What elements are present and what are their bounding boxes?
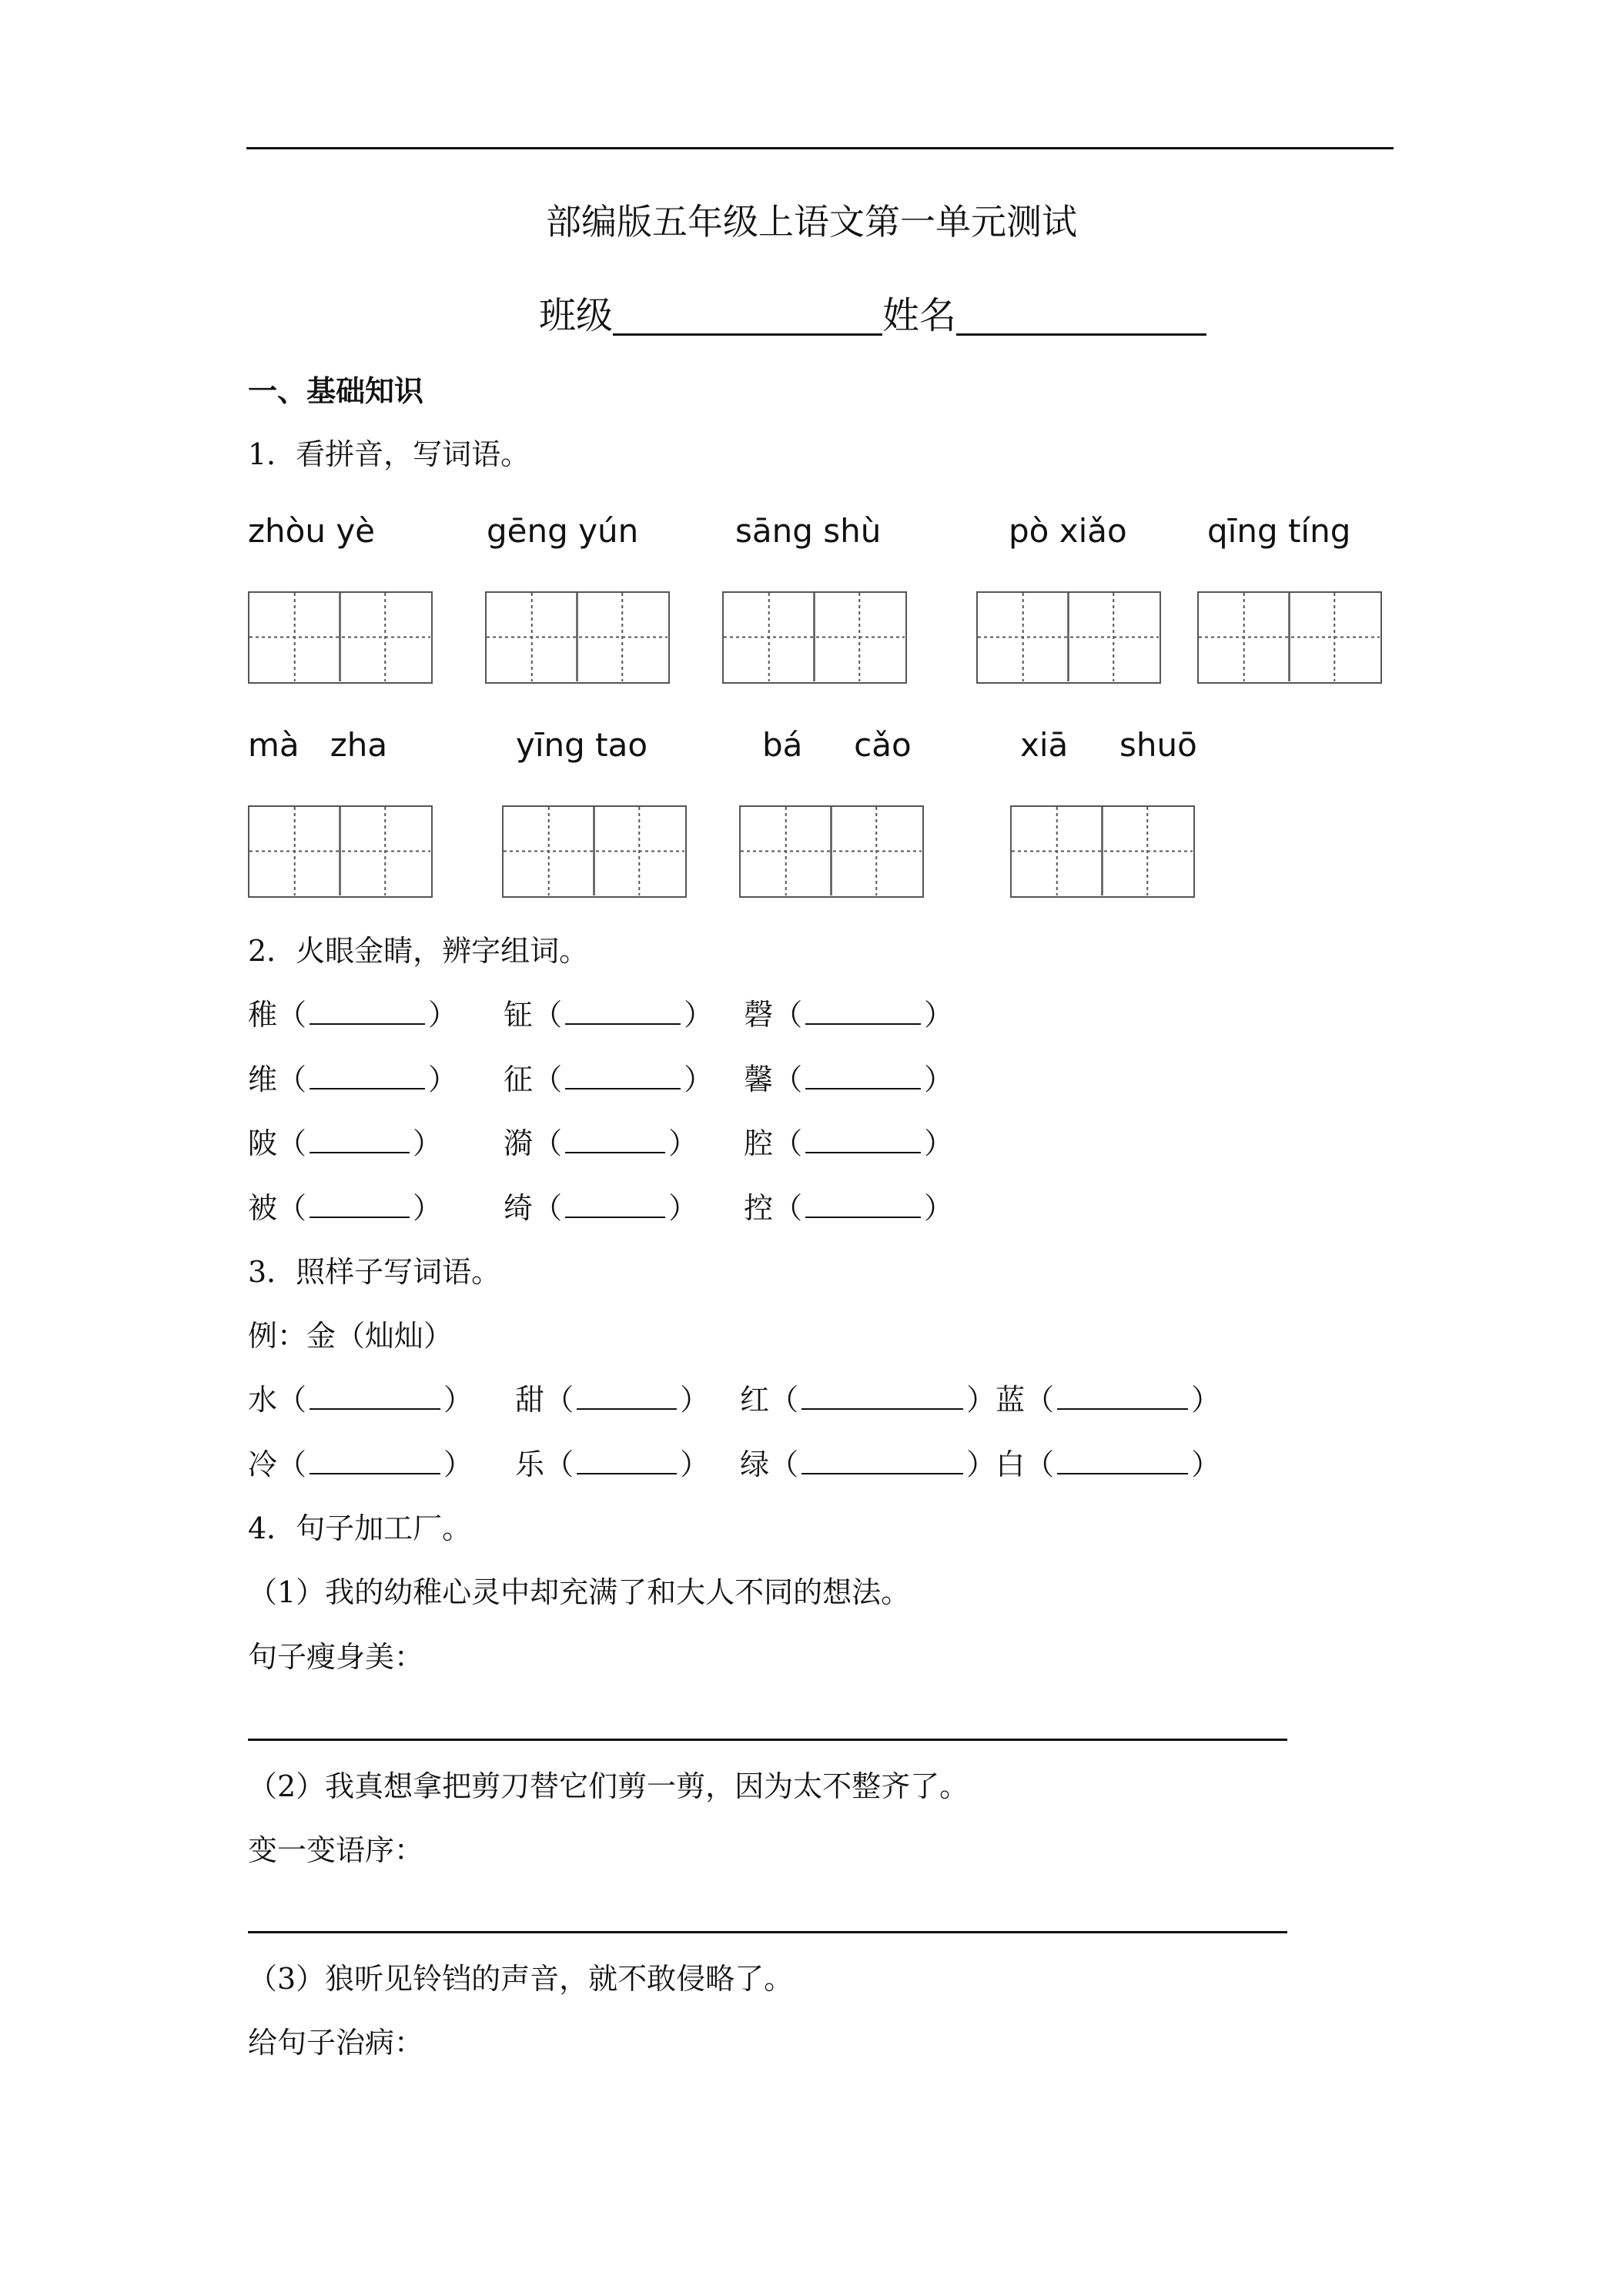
writing-grid[interactable] [739,805,924,898]
q4-sentence-1: （1）我的幼稚心灵中却充满了和大人不同的想法。 [248,1575,911,1609]
grid-lines [504,807,684,895]
grid-lines [487,593,668,681]
q4-task-2: 变一变语序： [248,1833,424,1867]
q2-row: 维（ ） 征（ ） 馨（ ） [248,1063,954,1096]
answer-blank[interactable] [310,1000,425,1025]
answer-blank[interactable] [310,1385,440,1410]
pinyin-6: mà zha [248,726,388,764]
writing-grid[interactable] [502,805,687,898]
grid-lines [978,593,1159,681]
answer-blank[interactable] [565,1065,681,1089]
answer-blank[interactable] [801,1450,963,1474]
answer-blank[interactable] [310,1065,425,1089]
answer-blank[interactable] [805,1193,921,1218]
q4-sentence-3: （3）狼听见铃铛的声音，就不敢侵略了。 [248,1962,794,1996]
q1-prompt: 1．看拼音，写词语。 [248,437,530,471]
pinyin-8: bá cǎo [762,726,912,764]
page-title: 部编版五年级上语文第一单元测试 [546,201,1077,243]
class-label: 班级 [539,294,614,337]
pinyin-3: sāng shù [735,512,882,550]
answer-blank[interactable] [565,1193,665,1218]
q4-task-3: 给句子治病： [248,2026,424,2060]
answer-line[interactable] [248,1931,1287,1933]
answer-blank[interactable] [310,1129,410,1153]
q2-prompt: 2．火眼金睛，辨字组词。 [248,934,589,968]
answer-blank[interactable] [565,1000,681,1025]
answer-blank[interactable] [577,1385,677,1410]
pinyin-4: pò xiǎo [1009,512,1127,550]
answer-blank[interactable] [310,1193,410,1218]
name-blank[interactable] [956,296,1206,336]
top-rule [246,147,1394,149]
q2-row: 陂（ ） 漪（ ） 腔（ ） [248,1126,954,1160]
pinyin-9: xiā shuō [1020,726,1197,764]
grid-lines [249,807,430,895]
grid-lines [249,593,430,681]
writing-grid[interactable] [722,591,907,684]
class-blank[interactable] [613,296,882,336]
q4-task-1: 句子瘦身美： [248,1640,424,1674]
q3-row: 水（ ） 甜（ ） 红（ ）蓝（ ） [248,1383,1221,1417]
writing-grid[interactable] [248,805,433,898]
answer-blank[interactable] [805,1065,921,1089]
grid-lines [741,807,922,895]
name-label: 姓名 [882,294,957,337]
grid-lines [1012,807,1193,895]
pinyin-2: gēng yún [487,512,639,550]
grid-lines [724,593,905,681]
q4-prompt: 4．句子加工厂。 [248,1511,472,1545]
writing-grid[interactable] [976,591,1161,684]
answer-blank[interactable] [1057,1450,1188,1474]
class-name-line [539,291,1206,340]
q3-example: 例：金（灿灿） [248,1319,453,1353]
answer-blank[interactable] [310,1450,440,1474]
answer-blank[interactable] [565,1129,665,1153]
writing-grid[interactable] [1010,805,1195,898]
answer-blank[interactable] [1057,1385,1188,1410]
q3-prompt: 3．照样子写词语。 [248,1255,501,1289]
q3-row: 冷（ ） 乐（ ） 绿（ ）白（ ） [248,1448,1221,1481]
q2-row: 被（ ） 绮（ ） 控（ ） [248,1191,954,1225]
answer-blank[interactable] [801,1385,963,1410]
q2-row: 稚（ ） 钲（ ） 磬（ ） [248,998,954,1032]
answer-blank[interactable] [805,1129,921,1153]
answer-blank[interactable] [805,1000,921,1025]
section-heading: 一、基础知识 [248,373,424,408]
pinyin-5: qīng tíng [1207,512,1351,550]
answer-line[interactable] [248,1739,1287,1741]
answer-blank[interactable] [577,1450,677,1474]
pinyin-1: zhòu yè [248,512,376,550]
pinyin-7: yīng tao [516,726,648,764]
q4-sentence-2: （2）我真想拿把剪刀替它们剪一剪，因为太不整齐了。 [248,1769,969,1803]
writing-grid[interactable] [248,591,433,684]
writing-grid[interactable] [485,591,670,684]
grid-lines [1199,593,1380,681]
writing-grid[interactable] [1197,591,1382,684]
